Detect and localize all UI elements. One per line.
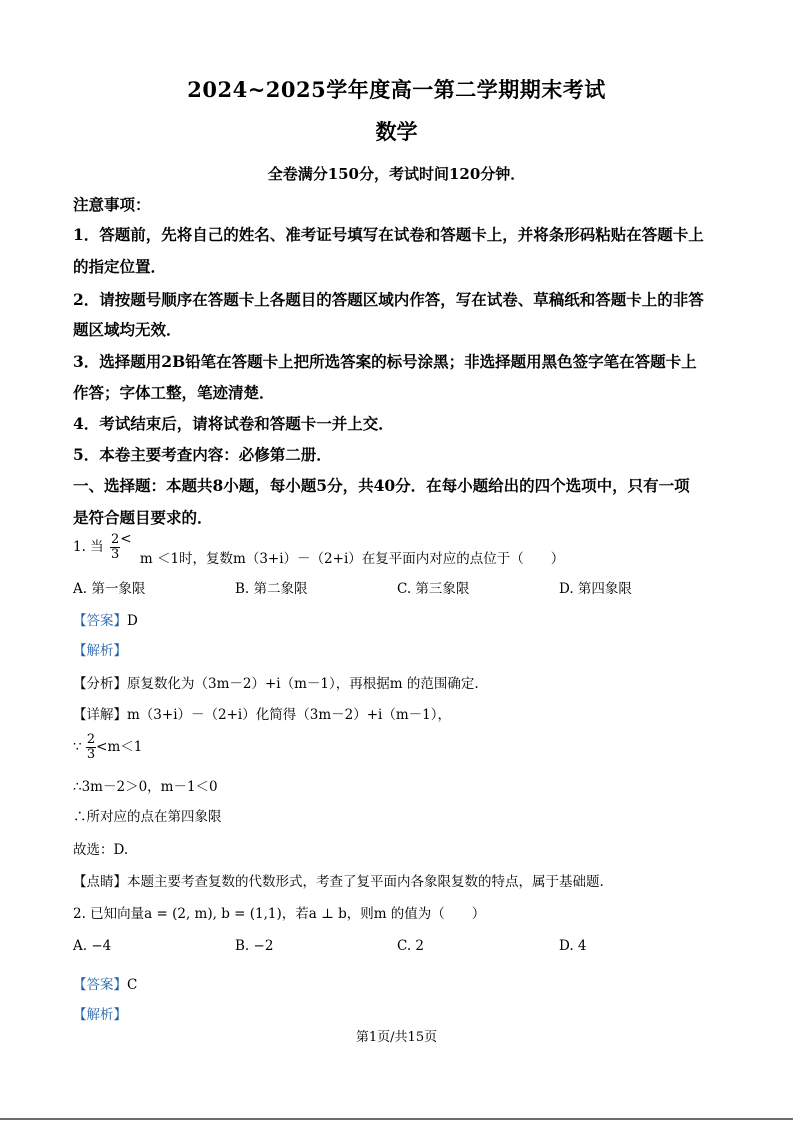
q1-option-a[interactable]: A. 第一象限 — [73, 581, 146, 597]
q1-fraction-numerator: 2 — [110, 532, 120, 547]
q1-analysis-tag: 【解析】 — [73, 643, 127, 659]
note-4: 4．考试结束后，请将试卷和答题卡一并上交． — [73, 414, 394, 433]
q1-fenxi-tag: 【分析】 — [73, 676, 127, 692]
note-1-line-1: 1．答题前，先将自己的姓名、准考证号填写在试卷和答题卡上，并将条形码粘贴在答题卡上 — [73, 225, 704, 244]
bottom-divider — [0, 1118, 793, 1120]
q1-stem-rest: m ＜1时，复数m（3+i）－（2+i）在复平面内对应的点位于（ ） — [139, 551, 565, 567]
q1-fraction — [110, 533, 120, 562]
q1-fenxi: 原复数化为（3m－2）+i（m－1），再根据m 的范围确定. — [127, 676, 479, 692]
note-3-line-2: 作答；字体工整，笔迹清楚． — [73, 383, 275, 402]
q1-xiangjie: m（3+i）－（2+i）化简得（3m－2）+i（m－1）， — [127, 707, 451, 723]
q1-dianjing: 本题主要考查复数的代数形式，考查了复平面内各象限复数的特点，属于基础题. — [127, 874, 604, 890]
exam-subject: 数学 — [375, 119, 418, 144]
q1-because-denominator: 3 — [86, 747, 96, 762]
q2-option-d[interactable]: D. 4 — [559, 938, 587, 954]
q2-option-c[interactable]: C. 2 — [397, 938, 425, 954]
note-2-line-1: 2．请按题号顺序在答题卡上各题目的答题区域内作答，写在试卷、草稿纸和答题卡上的非答 — [73, 290, 704, 309]
q1-xiangjie-tag: 【详解】 — [73, 707, 127, 723]
section-1-line-2: 是符合题目要求的． — [73, 508, 213, 527]
q1-fenxi-line — [73, 672, 479, 692]
note-1-line-2: 的指定位置． — [73, 257, 167, 276]
question-2-stem: 2. 已知向量a = (2, m), b = (1,1)，若a ⊥ b，则m 的值为（ ） — [73, 906, 486, 922]
exam-info: 全卷满分150分，考试时间120分钟． — [267, 165, 526, 183]
page-footer: 第1页/共15页 — [355, 1030, 438, 1045]
note-2-line-2: 题区域均无效． — [73, 320, 182, 339]
note-3-line-1: 3．选择题用2B铅笔在答题卡上把所选答案的标号涂黑；非选择题用黑色签字笔在答题卡上 — [73, 352, 697, 371]
question-1-stem — [73, 531, 564, 567]
q1-because-fraction — [86, 733, 96, 762]
q2-analysis-tag: 【解析】 — [73, 1007, 127, 1023]
exam-title: 2024~2025学年度高一第二学期期末考试 — [187, 77, 606, 102]
q1-fraction-denominator: 3 — [110, 547, 120, 562]
q1-dianjing-tag: 【点睛】 — [73, 874, 127, 890]
q1-option-c[interactable]: C. 第三象限 — [397, 581, 470, 597]
q1-answer: D — [127, 613, 138, 629]
q1-prefix: 1. 当 — [73, 539, 104, 555]
notes-heading: 注意事项： — [73, 195, 151, 214]
section-1-line-1: 一、选择题：本题共8小题，每小题5分，共40分．在每小题给出的四个选项中，只有一项 — [73, 476, 690, 495]
q1-because-numerator: 2 — [86, 732, 96, 747]
q1-step-2: ∴所对应的点在第四象限 — [73, 809, 222, 825]
q2-option-a[interactable]: A. −4 — [73, 938, 112, 954]
q1-option-b[interactable]: B. 第二象限 — [235, 581, 308, 597]
q1-xiangjie-line — [73, 703, 451, 723]
q1-choose: 故选：D. — [73, 842, 129, 858]
q1-less-than: < — [120, 531, 132, 547]
q1-answer-line — [73, 609, 138, 629]
q1-because-rest: <m＜1 — [96, 739, 143, 755]
because-symbol: ∵ — [73, 739, 82, 755]
q2-answer-line — [73, 973, 137, 993]
q1-option-d[interactable]: D. 第四象限 — [559, 581, 632, 597]
q1-because-line — [73, 733, 142, 762]
note-5: 5．本卷主要考查内容：必修第二册． — [73, 445, 332, 464]
q2-option-b[interactable]: B. −2 — [235, 938, 274, 954]
q2-answer: C — [127, 977, 138, 993]
q1-answer-tag: 【答案】 — [73, 613, 127, 629]
q1-dianjing-line — [73, 870, 604, 890]
q2-answer-tag: 【答案】 — [73, 977, 127, 993]
q1-step-1: ∴3m－2＞0，m－1＜0 — [73, 779, 218, 795]
